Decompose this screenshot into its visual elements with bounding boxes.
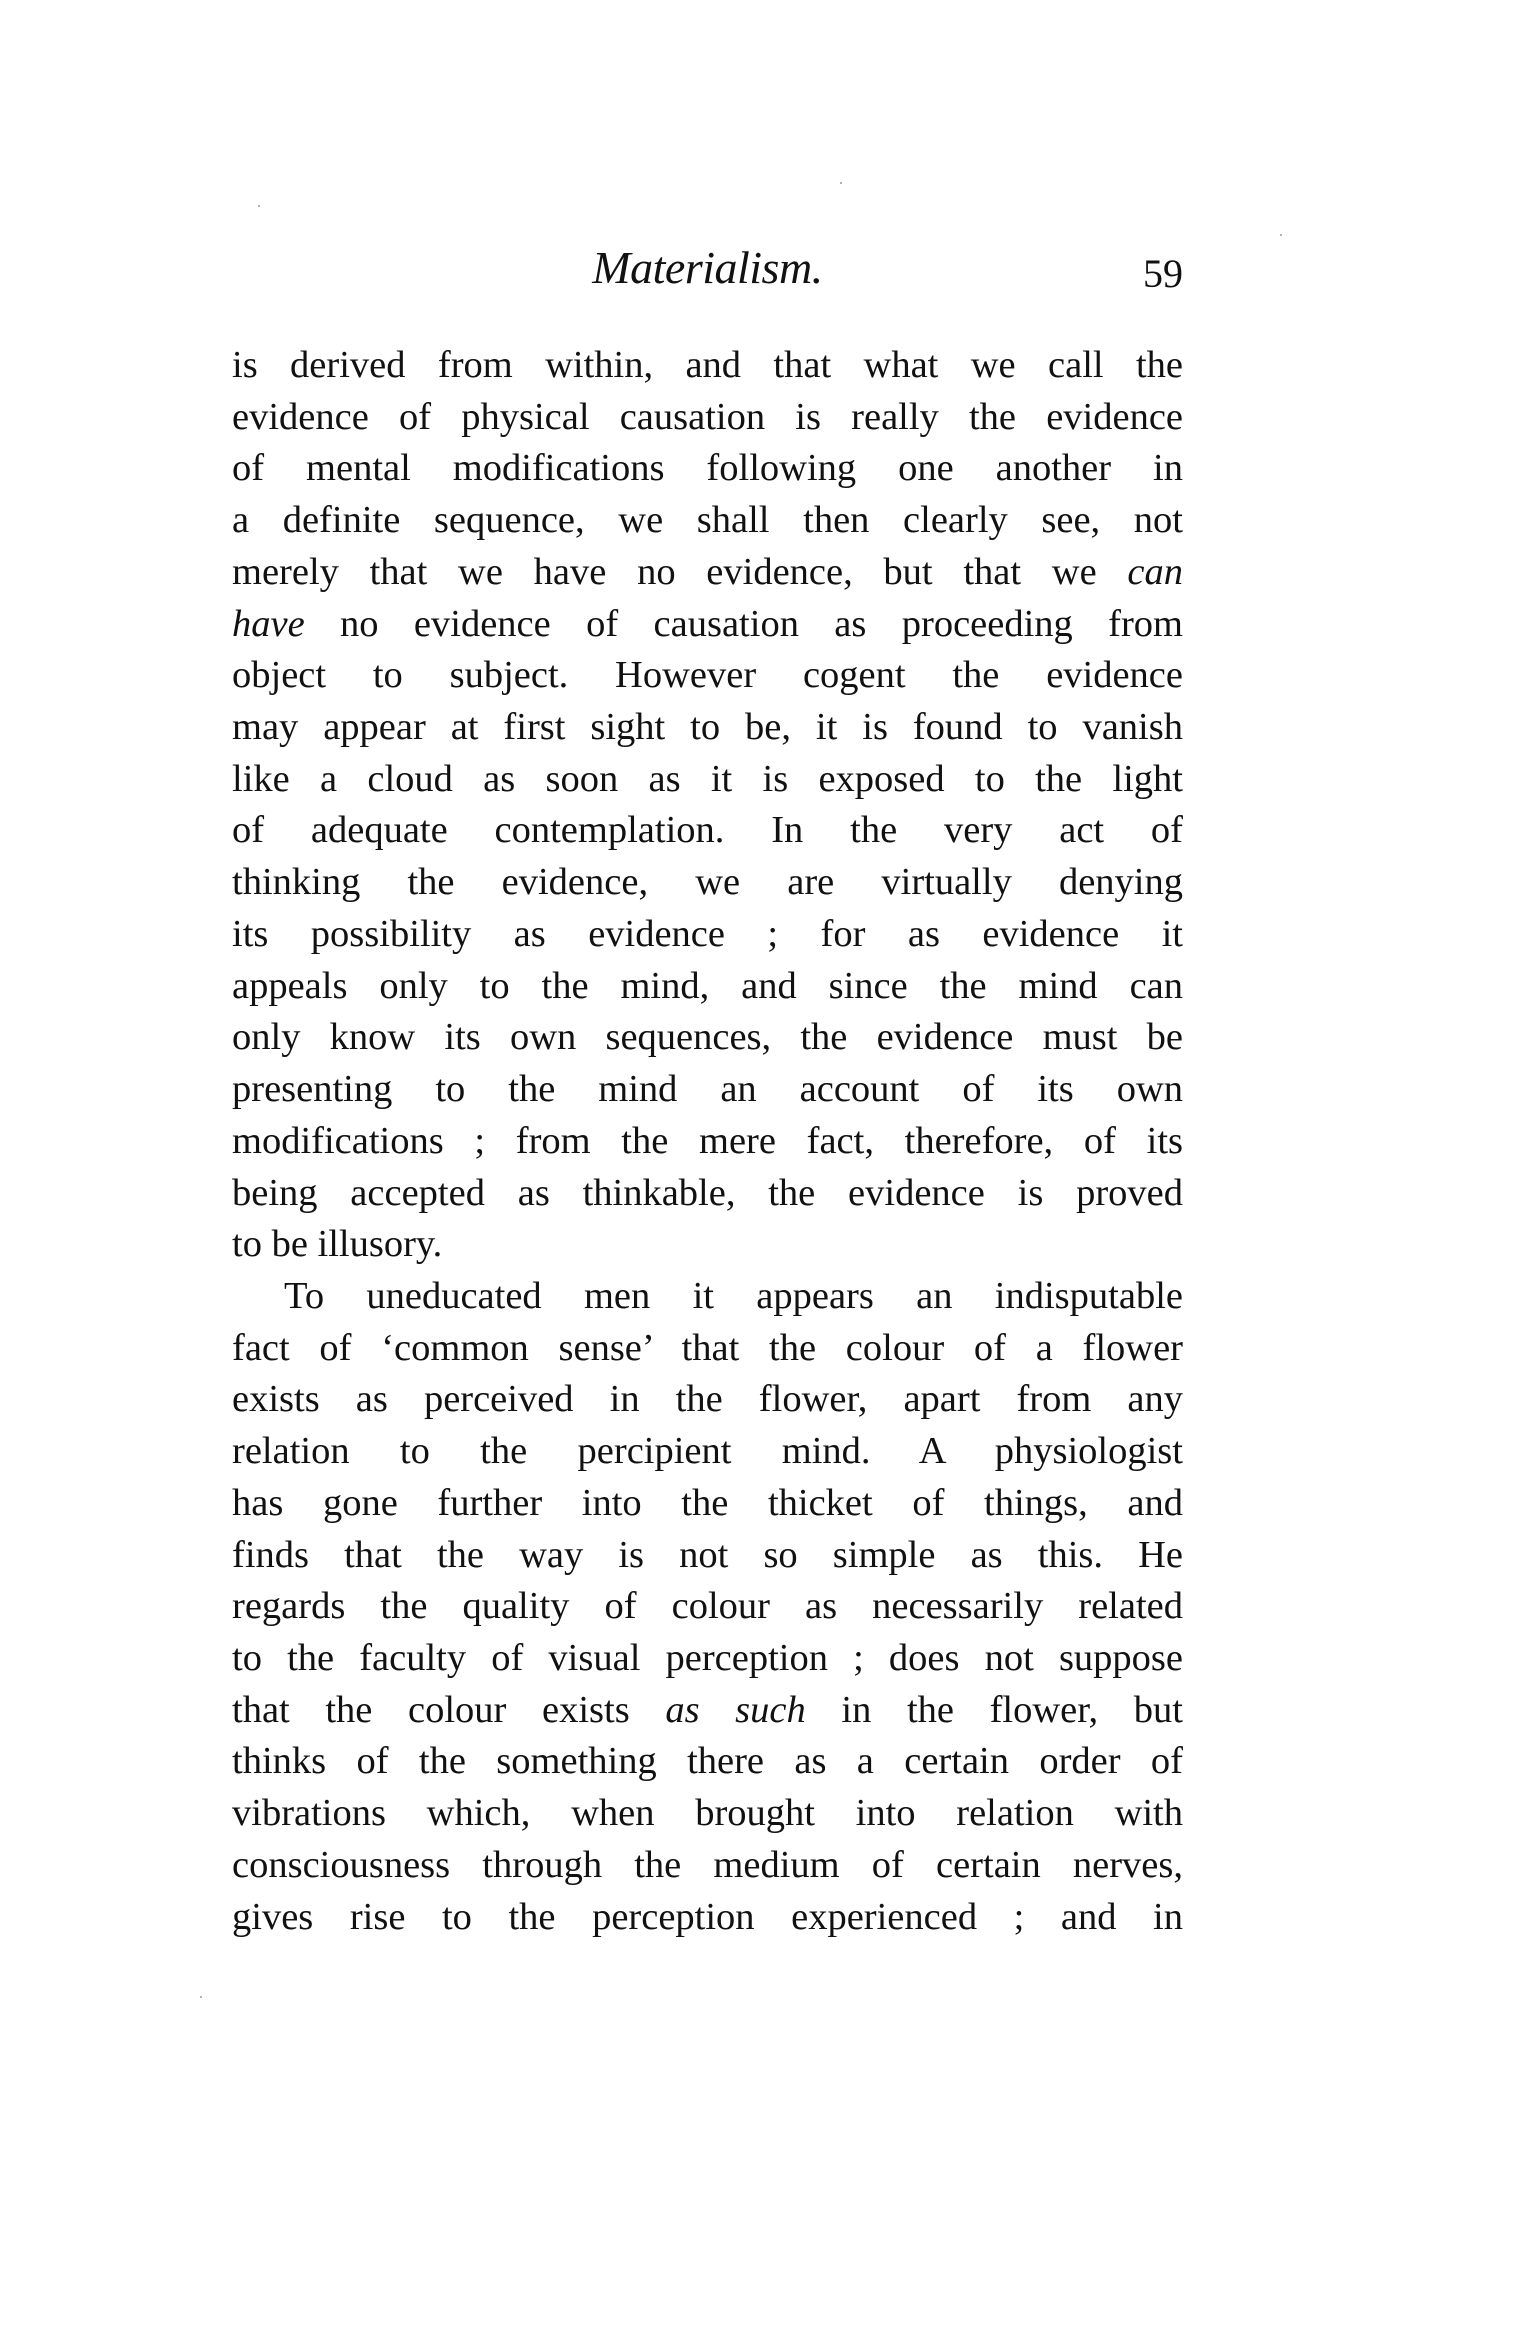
running-title: Materialism. [592, 242, 823, 293]
text-segment: that the colour exists [232, 1688, 666, 1731]
text-segment: has gone further into the thicket of things, and [232, 1481, 1183, 1524]
text-line [232, 495, 1183, 547]
paragraph [232, 340, 1183, 1271]
body-text [232, 340, 1183, 1943]
text-line [232, 909, 1183, 961]
text-segment: evidence of physical causation is really the evidence [232, 395, 1183, 438]
text-line [232, 961, 1183, 1013]
italic-text: can [1127, 550, 1183, 593]
text-segment: only know its own sequences, the evidence must be [232, 1016, 1183, 1059]
text-line [232, 1581, 1183, 1633]
text-segment: consciousness through the medium of certain nerves, [232, 1843, 1183, 1886]
paragraph [232, 1271, 1183, 1943]
text-segment: may appear at first sight to be, it is found to vanish [232, 706, 1183, 749]
text-line [232, 805, 1183, 857]
running-head [232, 238, 1183, 298]
text-line [232, 857, 1183, 909]
text-segment: merely that we have no evidence, but that we [232, 550, 1128, 593]
text-segment: presenting to the mind an account of its own [232, 1068, 1183, 1111]
text-line [232, 1374, 1183, 1426]
text-line [232, 599, 1183, 651]
text-segment: appeals only to the mind, and since the mind can [232, 964, 1183, 1007]
text-line [232, 1323, 1183, 1375]
text-segment: being accepted as thinkable, the evidence is proved [232, 1171, 1183, 1214]
text-line [232, 547, 1183, 599]
text-segment: thinking the evidence, we are virtually denying [232, 861, 1183, 904]
text-line [232, 1840, 1183, 1892]
text-line [232, 1012, 1183, 1064]
text-segment: in the flower, but [805, 1688, 1183, 1731]
text-line [232, 1271, 1183, 1323]
scan-speck [1280, 234, 1282, 236]
text-segment: to be illusory. [232, 1223, 443, 1266]
italic-text: have [232, 602, 305, 645]
text-segment: relation to the percipient mind. A physiologist [232, 1430, 1183, 1473]
text-line [232, 443, 1183, 495]
text-line [232, 1219, 1183, 1271]
text-line [232, 1168, 1183, 1220]
text-line [232, 340, 1183, 392]
text-segment: to the faculty of visual perception ; does not suppose [232, 1636, 1183, 1679]
scan-speck [840, 182, 842, 184]
text-line [232, 1788, 1183, 1840]
text-segment: is derived from within, and that what we call the [232, 344, 1183, 386]
text-segment: thinks of the something there as a certain order of [232, 1740, 1183, 1783]
text-segment: finds that the way is not so simple as this. He [232, 1533, 1183, 1576]
text-segment: modifications ; from the mere fact, therefore, of its [232, 1119, 1183, 1162]
text-segment: regards the quality of colour as necessarily related [232, 1585, 1183, 1628]
text-segment: fact of ‘common sense’ that the colour of a flower [232, 1326, 1183, 1369]
text-segment: its possibility as evidence ; for as evidence it [232, 912, 1183, 955]
text-line [232, 1478, 1183, 1530]
text-line [232, 1685, 1183, 1737]
page-number: 59 [1143, 251, 1183, 296]
text-line [232, 1892, 1183, 1944]
text-line [232, 1736, 1183, 1788]
text-segment: exists as perceived in the flower, apart from any [232, 1378, 1183, 1421]
text-line [232, 1116, 1183, 1168]
text-segment: no evidence of causation as proceeding from [304, 602, 1183, 645]
text-line [232, 650, 1183, 702]
text-segment: of adequate contemplation. In the very act of [232, 809, 1183, 852]
text-line [232, 1064, 1183, 1116]
text-segment: of mental modifications following one another in [232, 447, 1183, 490]
text-line [232, 1426, 1183, 1478]
text-line [232, 754, 1183, 806]
italic-text: as such [665, 1688, 806, 1731]
text-line [232, 392, 1183, 444]
text-line [232, 702, 1183, 754]
text-line [232, 1530, 1183, 1582]
scan-speck [200, 1996, 202, 1998]
text-segment: a definite sequence, we shall then clearly see, not [232, 499, 1183, 542]
text-segment: like a cloud as soon as it is exposed to the light [232, 757, 1183, 800]
text-segment: gives rise to the perception experienced ; and in [232, 1895, 1183, 1938]
text-segment: To uneducated men it appears an indisputable [284, 1274, 1183, 1317]
text-line [232, 1633, 1183, 1685]
scan-speck [258, 205, 260, 207]
text-segment: object to subject. However cogent the evidence [232, 654, 1183, 697]
text-segment: vibrations which, when brought into relation with [232, 1792, 1183, 1835]
